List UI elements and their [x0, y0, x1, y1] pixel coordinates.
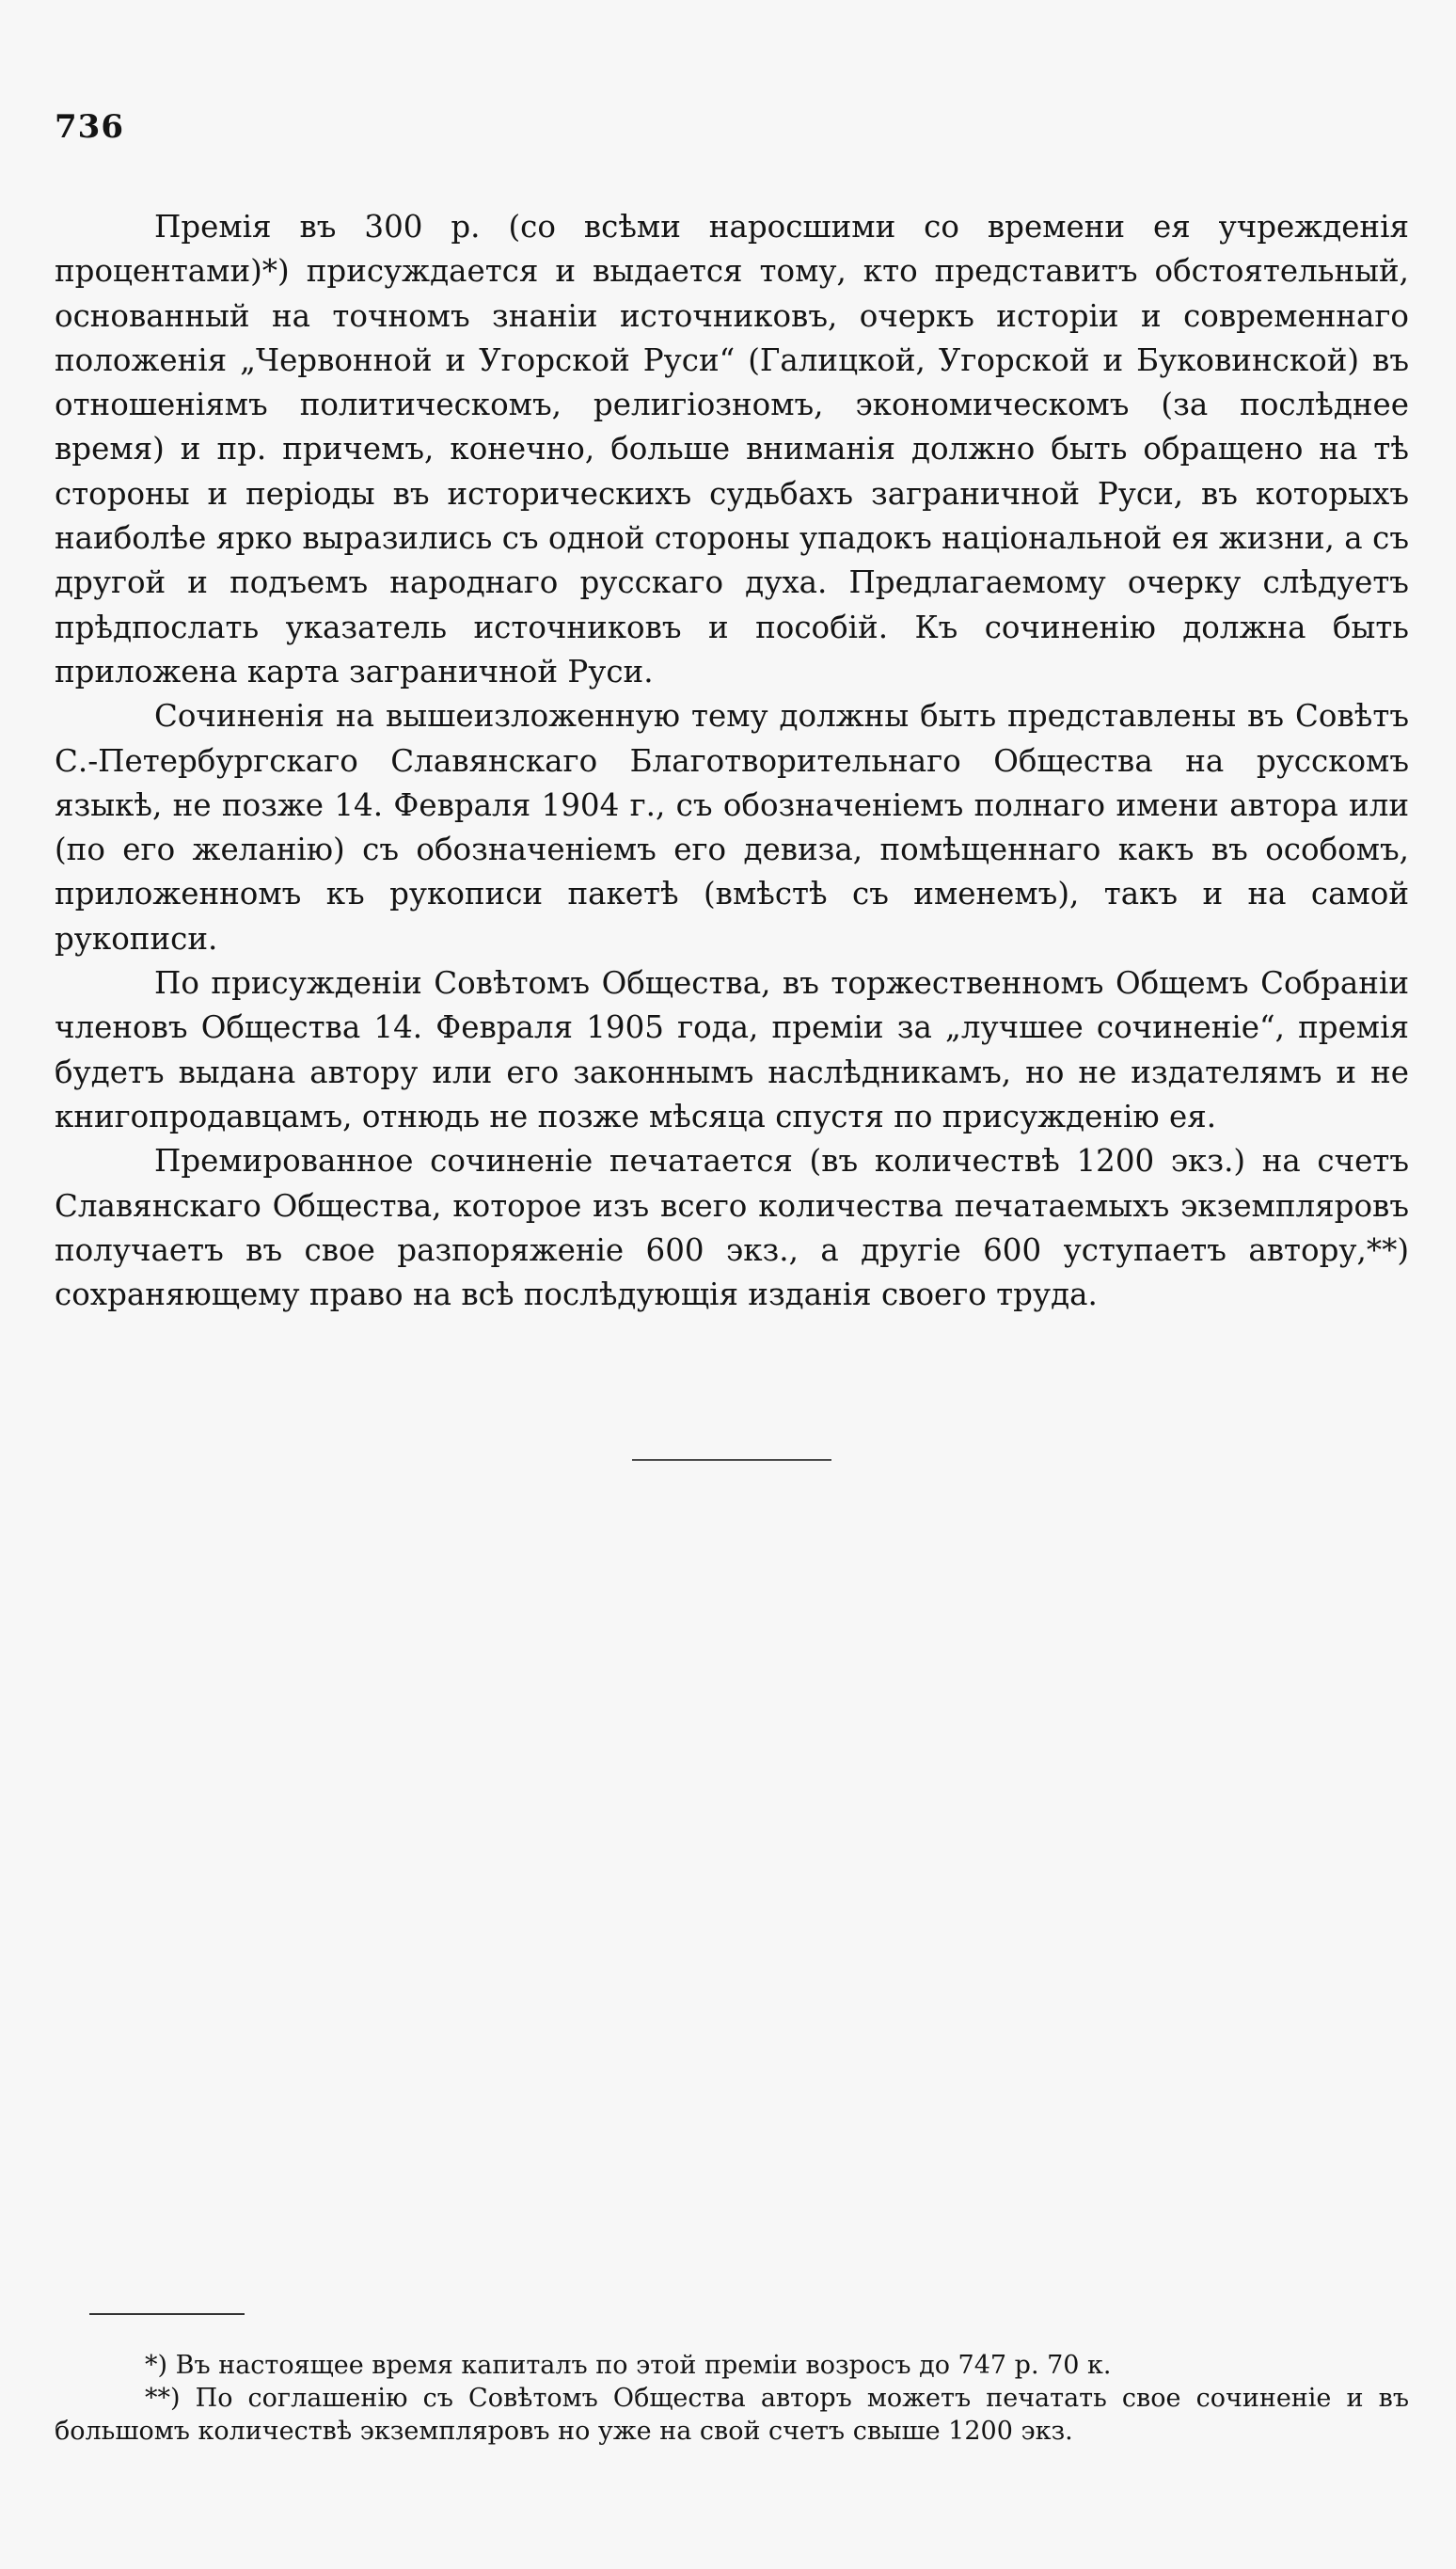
- paragraph-submission-terms: Сочиненія на вышеизложенную тему должны быть представлены въ Совѣтъ С.-Петербургскаго Славянскаго Благотворительнаго Общества на русскомъ языкѣ, не позже 14. Февраля 1904 г., съ обозначеніемъ полнаго имени автора или (по его желанію) съ обозначеніемъ его девиза, помѣщеннаго какъ въ особомъ, приложенномъ къ рукописи пакетѣ (вмѣстѣ съ именемъ), такъ и на самой рукописи.: [55, 698, 1409, 957]
- footnotes: [55, 2349, 1409, 2448]
- paragraph-publication-terms: Премированное сочиненіе печатается (въ количествѣ 1200 экз.) на счетъ Славянскаго Общества, которое изъ всего количества печатаемыхъ экземпляровъ получаетъ въ свое разпоряженіе 600 экз., а другіе 600 уступаетъ автору,**) сохраняющему право на всѣ послѣдующія изданія своего труда.: [55, 1143, 1409, 1313]
- paragraph-award-terms: По присужденіи Совѣтомъ Общества, въ торжественномъ Общемъ Собраніи членовъ Общества 14. Февраля 1905 года, преміи за „лучшее сочиненіе“, премія будетъ выдана автору или его законнымъ наслѣдникамъ, но не издателямъ и не книгопродавцамъ, отнюдь не позже мѣсяца спустя по присужденію ея.: [55, 965, 1409, 1134]
- footnote-2: **) По соглашенію съ Совѣтомъ Общества авторъ можетъ печатать свое сочиненіе и въ большомъ количествѣ экземпляровъ но уже на свой счетъ свыше 1200 экз.: [55, 2384, 1409, 2446]
- page-number: 736: [55, 108, 124, 146]
- footnote-rule: [89, 2313, 245, 2315]
- footnote-1: *) Въ настоящее время капиталъ по этой преміи возросъ до 747 р. 70 к.: [145, 2351, 1112, 2380]
- main-text: [55, 205, 1409, 1317]
- paragraph-prize-description: Премія въ 300 р. (со всѣми наросшими со времени ея учрежденія процентами)*) присуждается и выдается тому, кто представитъ обстоятельный, основанный на точномъ знаніи источниковъ, очеркъ исторіи и современнаго положенія „Червонной и Угорской Руси“ (Галицкой, Угорской и Буковинской) въ отношеніямъ политическомъ, религіозномъ, экономическомъ (за послѣднее время) и пр. причемъ, конечно, больше вниманія должно быть обращено на тѣ стороны и періоды въ историческихъ судьбахъ заграничной Руси, въ которыхъ наиболѣе ярко выразились съ одной стороны упадокъ національной ея жизни, а съ другой и подъемъ народнаго русскаго духа. Предлагаемому очерку слѣдуетъ прѣдпослать указатель источниковъ и пособій. Къ сочиненію должна быть приложена карта заграничной Руси.: [55, 209, 1409, 690]
- section-separator: [632, 1459, 831, 1461]
